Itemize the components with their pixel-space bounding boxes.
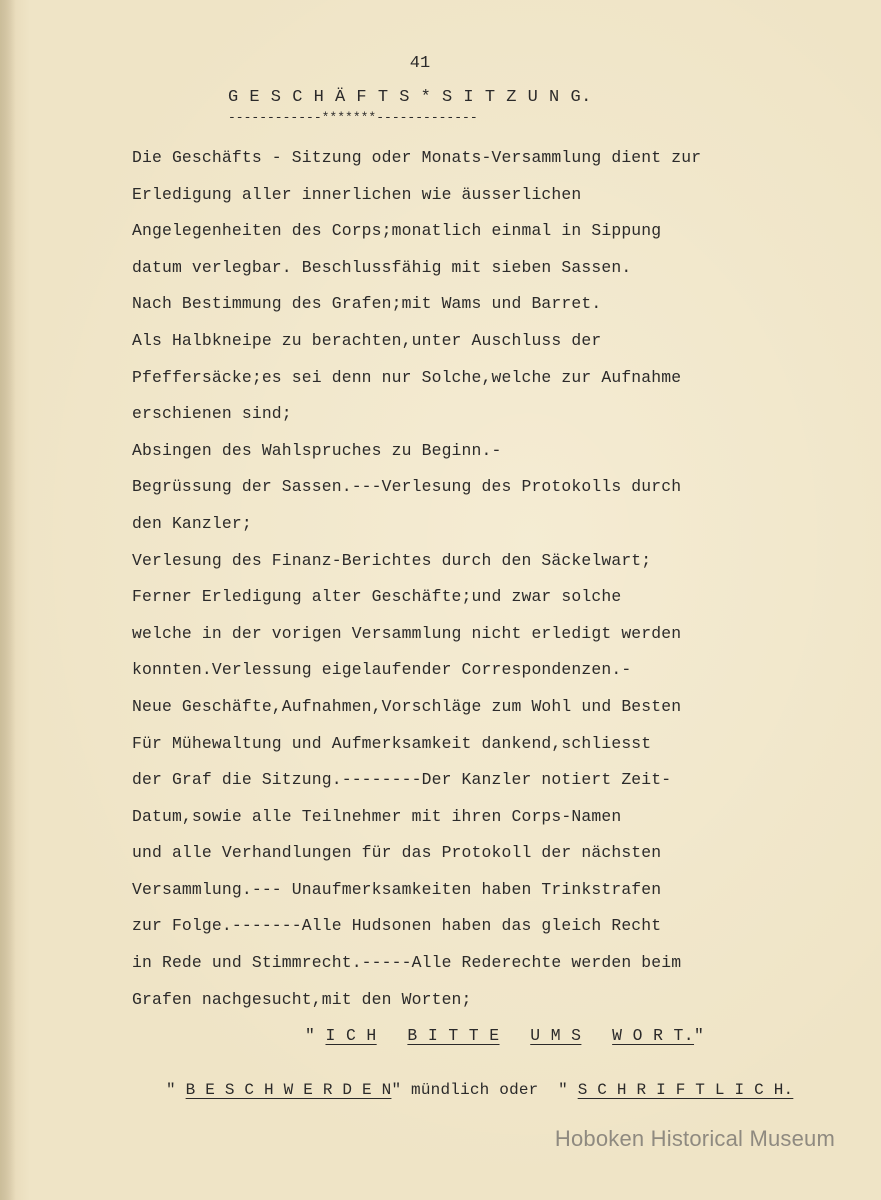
final-line [166,1081,793,1099]
quote-close: " [694,1026,705,1045]
body-line: Pfeffersäcke;es sei denn nur Solche,welche zur Aufnahme [132,367,682,387]
closing-word: B I T T E [407,1026,500,1045]
body-line: Datum,sowie alle Teilnehmer mit ihren Corps-Namen [132,806,622,826]
body-line: erschienen sind; [132,404,292,424]
body-line: Begrüssung der Sassen.---Verlesung des Protokolls durch [132,477,682,497]
final-word-beschwerden: B E S C H W E R D E N [185,1081,392,1099]
body-line: Grafen nachgesucht,mit den Worten; [132,989,472,1009]
body-line: Als Halbkneipe zu berachten,unter Auschluss der [132,330,602,350]
body-line: datum verlegbar. Beschlussfähig mit sieben Sassen. [132,257,632,277]
body-line: und alle Verhandlungen für das Protokoll der nächsten [132,843,662,863]
closing-word: I C H [325,1026,377,1045]
body-line: konnten.Verlessung eigelaufender Correspondenzen.- [132,660,632,680]
page-number: 41 [409,54,431,73]
body-line: den Kanzler; [132,513,252,533]
quote-open: " [305,1026,326,1045]
body-line: welche in der vorigen Versammlung nicht erledigt werden [132,623,682,643]
body-line: Ferner Erledigung alter Geschäfte;und zwar solche [132,587,622,607]
closing-word: W O R T. [612,1026,695,1045]
body-line: Angelegenheiten des Corps;monatlich einmal in Sippung [132,221,662,241]
body-line: der Graf die Sitzung.--------Der Kanzler notiert Zeit- [132,770,672,790]
closing-word: U M S [530,1026,582,1045]
body-text [132,146,832,1024]
museum-watermark: Hoboken Historical Museum [554,1126,835,1151]
body-line: Erledigung aller innerlichen wie äusserlichen [132,184,582,204]
body-line: Versammlung.--- Unaufmerksamkeiten haben Trinkstrafen [132,879,662,899]
body-line: in Rede und Stimmrecht.-----Alle Rederechte werden beim [132,953,682,973]
body-line: Für Mühewaltung und Aufmerksamkeit dankend,schliesst [132,733,652,753]
body-line: Die Geschäfts - Sitzung oder Monats-Versammlung dient zur [132,148,702,167]
heading-rule: ------------*******------------- [228,110,478,125]
body-line: Nach Bestimmung des Grafen;mit Wams und Barret. [132,294,602,314]
page-heading: G E S C H Ä F T S * S I T Z U N G. [228,88,592,107]
body-line: Neue Geschäfte,Aufnahmen,Vorschläge zum Wohl und Besten [132,696,682,716]
final-word-schriftlich: S C H R I F T L I C H. [577,1081,794,1099]
final-open: " [166,1081,186,1099]
body-line: Absingen des Wahlspruches zu Beginn.- [132,440,502,460]
final-middle: " mündlich oder " [391,1081,578,1099]
closing-quote [305,1026,704,1045]
page-edge-shadow [0,0,16,1200]
body-line: Verlesung des Finanz-Berichtes durch den Säckelwart; [132,550,652,570]
body-line: zur Folge.-------Alle Hudsonen haben das gleich Recht [132,916,662,936]
